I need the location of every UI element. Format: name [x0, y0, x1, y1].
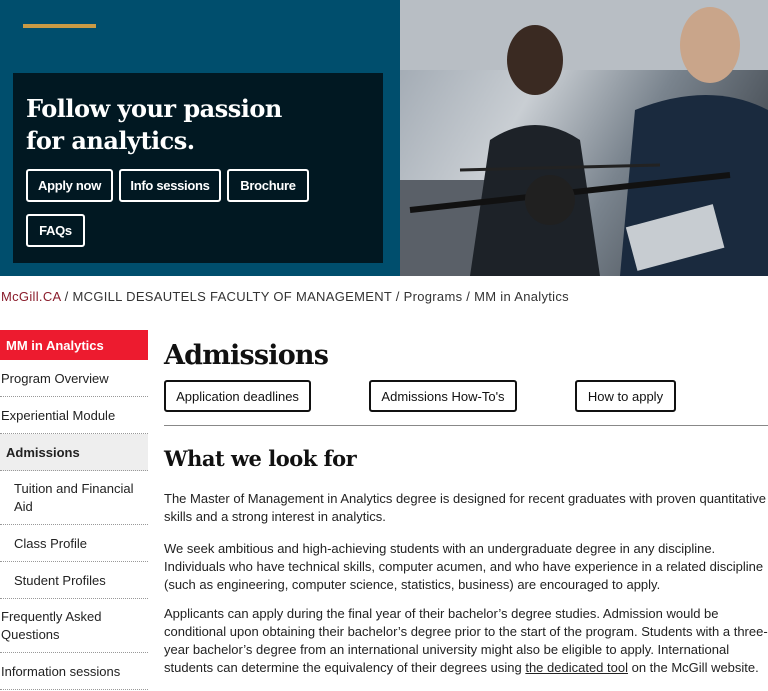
tab-application-deadlines[interactable]: Application deadlines: [164, 380, 311, 412]
faqs-button[interactable]: FAQs: [26, 214, 85, 247]
separator: /: [60, 289, 73, 304]
divider: [164, 425, 768, 426]
apply-now-button[interactable]: Apply now: [26, 169, 113, 202]
paragraph: [164, 605, 768, 677]
sidebar-item-student-profiles[interactable]: Student Profiles: [0, 562, 148, 599]
hero-title: Follow your passion for analytics.: [26, 94, 282, 155]
sidebar-item-faq[interactable]: Frequently Asked Questions: [0, 599, 148, 653]
sidebar-item-admissions[interactable]: Admissions: [0, 434, 148, 471]
sidebar-item-info-sessions[interactable]: Information sessions: [0, 653, 148, 690]
paragraph-text: Applicants can apply during the final year of their bachelor’s degree studies. Admission would be conditional upon obtaining their bachelor’s degree prior to the start of the program. Students with a three-year bachelor’s degree from an international university might also be eligible to apply. International students can determine the equivalency of their degrees using: [164, 606, 768, 675]
accent-bar: [23, 24, 96, 28]
hero-box: [13, 73, 383, 263]
students-with-drone-image: [400, 0, 768, 276]
sidebar-item-program-overview[interactable]: Program Overview: [0, 360, 148, 397]
separator: /: [391, 289, 404, 304]
dedicated-tool-link[interactable]: the dedicated tool: [525, 660, 628, 675]
breadcrumb: [1, 289, 569, 304]
separator: /: [462, 289, 475, 304]
page-title: Admissions: [164, 340, 329, 371]
hero-photo: [400, 0, 768, 276]
paragraph: The Master of Management in Analytics degree is designed for recent graduates with proven quantitative skills and a strong interest in analytics.: [164, 491, 766, 524]
breadcrumb-programs[interactable]: Programs: [403, 289, 463, 304]
paragraph: We seek ambitious and high-achieving students with an undergraduate degree in any discipline. Individuals who have technical skills, computer acumen, and who have experience in a related discipline (such as engineering, computer science, statistics, business) are encouraged to apply.: [164, 541, 764, 592]
tab-admissions-how-tos[interactable]: Admissions How-To's: [369, 380, 517, 412]
sidebar-item-class-profile[interactable]: Class Profile: [0, 525, 148, 562]
info-sessions-button[interactable]: Info sessions: [119, 169, 221, 202]
tab-how-to-apply[interactable]: How to apply: [575, 380, 676, 412]
sidebar: [0, 330, 148, 690]
breadcrumb-current: MM in Analytics: [474, 289, 569, 304]
breadcrumb-faculty[interactable]: MCGILL DESAUTELS FACULTY OF MANAGEMENT: [72, 289, 392, 304]
breadcrumb-mcgill[interactable]: McGill.CA: [1, 289, 61, 304]
sidebar-item-tuition[interactable]: Tuition and Financial Aid: [0, 471, 148, 525]
paragraph-text: on the McGill website.: [627, 660, 759, 675]
brochure-button[interactable]: Brochure: [227, 169, 309, 202]
hero-panel: [0, 0, 400, 276]
section-title: What we look for: [164, 446, 357, 471]
sidebar-item-mm-analytics[interactable]: MM in Analytics: [0, 330, 148, 360]
sidebar-item-experiential-module[interactable]: Experiential Module: [0, 397, 148, 434]
